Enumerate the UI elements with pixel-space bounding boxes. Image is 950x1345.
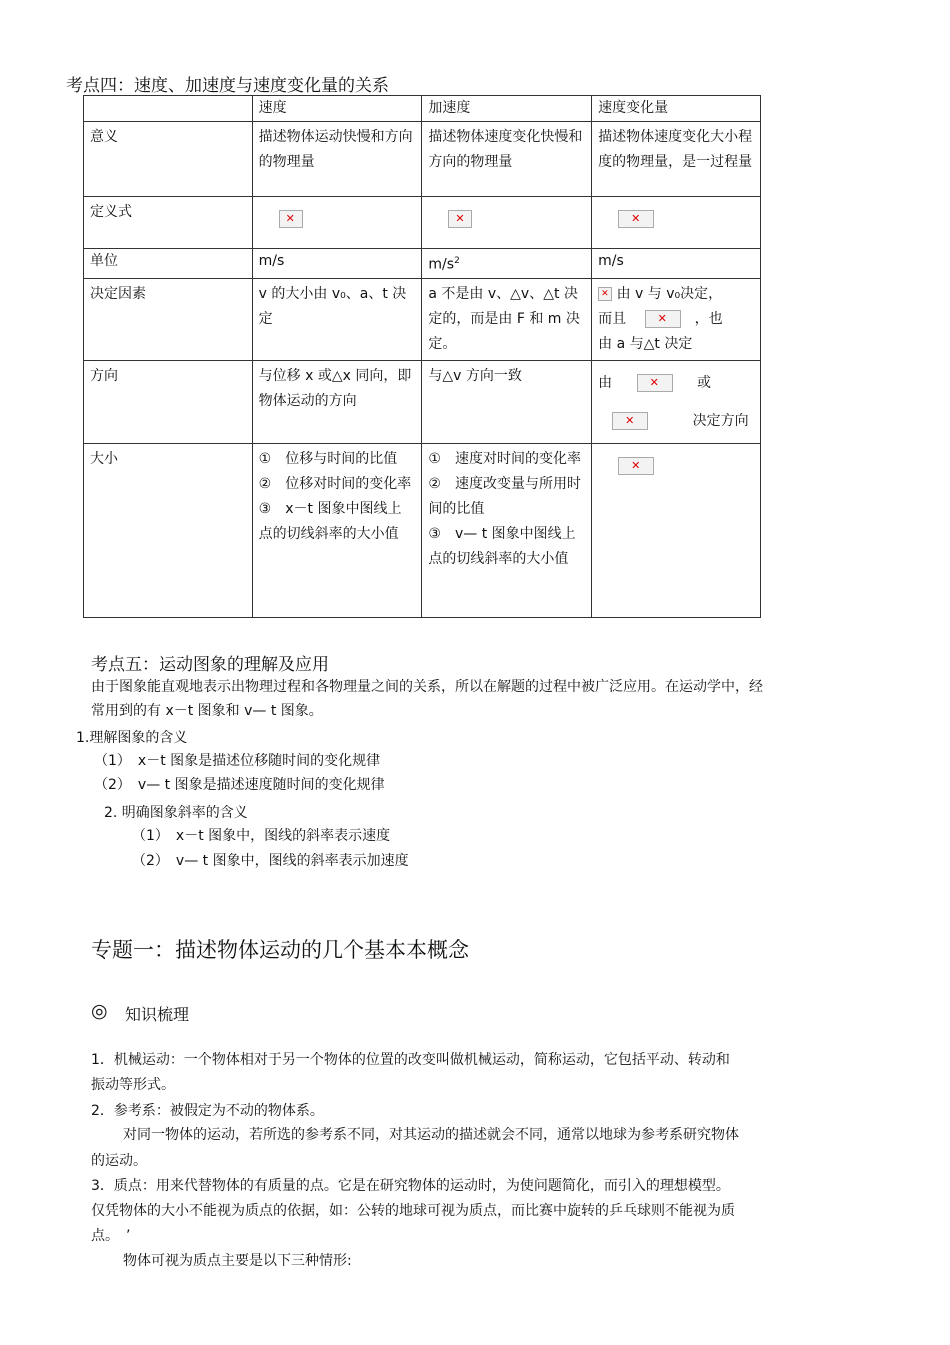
list-item: ③ v— t 图象中图线上点的切线斜率的大小值 xyxy=(428,525,576,567)
text-fragment: 或 xyxy=(697,374,712,391)
text-fragment: 由 a 与△t 决定 xyxy=(598,335,693,352)
paragraph-line: 1．机械运动：一个物体相对于另一个物体的位置的改变叫做机械运动，简称运动，它包括平动、转动和 xyxy=(91,1052,730,1068)
broken-image-icon xyxy=(637,374,673,392)
paragraph-line: 振动等形式。 xyxy=(91,1077,175,1093)
list-item: （2） v— t 图象中，图线的斜率表示加速度 xyxy=(132,853,409,869)
cell-unit: m/s xyxy=(252,249,422,279)
text-fragment: 由 xyxy=(598,374,613,391)
section5-intro-line1: 由于图象能直观地表示出物理过程和各物理量之间的关系，所以在解题的过程中被广泛应用。在运动学中，经 xyxy=(91,679,763,695)
table-row xyxy=(84,360,761,443)
list-item: ② 位移对时间的变化率 xyxy=(258,475,412,492)
cell-unit: m/s xyxy=(592,249,761,279)
section4-title: 考点四：速度、加速度与速度变化量的关系 xyxy=(66,76,389,96)
text-fragment: ，也 xyxy=(694,310,723,327)
cell-formula xyxy=(422,197,592,249)
cell-list xyxy=(252,443,422,617)
topic1-title: 专题一：描述物体运动的几个基本本概念 xyxy=(91,938,469,962)
paragraph-line: 点。 ’ xyxy=(91,1228,131,1244)
section5-title: 考点五：运动图象的理解及应用 xyxy=(91,655,329,675)
cell-list xyxy=(422,443,592,617)
paragraph-line: 3．质点：用来代替物体的有质量的点。它是在研究物体的运动时，为使问题简化，而引入的理想模型。 xyxy=(91,1178,730,1194)
cell-formula xyxy=(252,197,422,249)
header-cell-velocity: 速度 xyxy=(252,96,422,122)
list-item: ① 速度对时间的变化率 xyxy=(428,450,581,467)
broken-image-icon xyxy=(618,457,654,475)
paragraph-line: 物体可视为质点主要是以下三种情形: xyxy=(123,1253,352,1269)
cell-formula xyxy=(592,197,761,249)
header-cell-empty xyxy=(84,96,253,122)
row-label-definition: 定义式 xyxy=(84,197,253,249)
paragraph-line: 2．参考系：被假定为不动的物体系。 xyxy=(91,1103,324,1119)
comparison-table xyxy=(83,95,761,618)
list-item: 1.理解图象的含义 xyxy=(76,730,188,746)
table-header-row xyxy=(84,96,761,122)
table-row xyxy=(84,249,761,279)
text-fragment: 由 v 与 v₀决定， xyxy=(616,285,723,302)
cell-text: 描述物体运动快慢和方向的物理量 xyxy=(252,122,422,197)
cell-text: 描述物体速度变化大小程度的物理量，是一过程量 xyxy=(592,122,761,197)
section5-intro-line2: 常用到的有 x－t 图象和 v— t 图象。 xyxy=(91,703,323,719)
row-label-factors: 决定因素 xyxy=(84,278,253,360)
cell-formula xyxy=(592,443,761,617)
unit-text: m/s xyxy=(428,256,455,273)
cell-text: v 的大小由 v₀、a、t 决定 xyxy=(252,278,422,360)
paragraph-line: 的运动。 xyxy=(91,1153,147,1169)
table-row xyxy=(84,443,761,617)
cell-unit xyxy=(422,249,592,279)
broken-image-icon xyxy=(645,310,681,328)
table-row xyxy=(84,122,761,197)
broken-image-icon xyxy=(598,287,612,301)
broken-image-icon xyxy=(618,210,654,228)
broken-image-icon xyxy=(279,210,303,228)
list-item: 2. 明确图象斜率的含义 xyxy=(104,805,248,821)
cell-text xyxy=(592,278,761,360)
list-item: （2） v— t 图象是描述速度随时间的变化规律 xyxy=(94,777,385,793)
row-label-meaning: 意义 xyxy=(84,122,253,197)
broken-image-icon xyxy=(448,210,472,228)
table-row xyxy=(84,197,761,249)
subtitle: 知识梳理 xyxy=(125,1005,190,1024)
cell-text: a 不是由 v、△v、△t 决定的，而是由 F 和 m 决定。 xyxy=(422,278,592,360)
list-item: ① 位移与时间的比值 xyxy=(258,450,398,467)
header-cell-velocity-change: 速度变化量 xyxy=(592,96,761,122)
list-item: （1） x－t 图象是描述位移随时间的变化规律 xyxy=(94,753,381,769)
cell-text: 与位移 x 或△x 同向，即物体运动的方向 xyxy=(252,360,422,443)
list-item: （1） x－t 图象中，图线的斜率表示速度 xyxy=(132,828,391,844)
broken-image-icon xyxy=(612,412,648,430)
unit-exponent: 2 xyxy=(454,256,460,266)
text-fragment: 决定方向 xyxy=(692,412,749,429)
cell-text: 与△v 方向一致 xyxy=(422,360,592,443)
cell-text xyxy=(592,360,761,443)
list-item: ③ x－t 图象中图线上点的切线斜率的大小值 xyxy=(258,500,402,542)
header-cell-acceleration: 加速度 xyxy=(422,96,592,122)
row-label-magnitude: 大小 xyxy=(84,443,253,617)
paragraph-line: 仅凭物体的大小不能视为质点的依据，如：公转的地球可视为质点，而比赛中旋转的乒乓球则不能视为质 xyxy=(91,1203,735,1219)
row-label-direction: 方向 xyxy=(84,360,253,443)
bullet-circle-icon: ◎ xyxy=(91,1000,108,1022)
cell-text: 描述物体速度变化快慢和方向的物理量 xyxy=(422,122,592,197)
list-item: ② 速度改变量与所用时间的比值 xyxy=(428,475,581,517)
text-fragment: 而且 xyxy=(598,310,627,327)
table-row xyxy=(84,278,761,360)
row-label-unit: 单位 xyxy=(84,249,253,279)
paragraph-line: 对同一物体的运动，若所选的参考系不同，对其运动的描述就会不同，通常以地球为参考系研究物体 xyxy=(123,1127,739,1143)
